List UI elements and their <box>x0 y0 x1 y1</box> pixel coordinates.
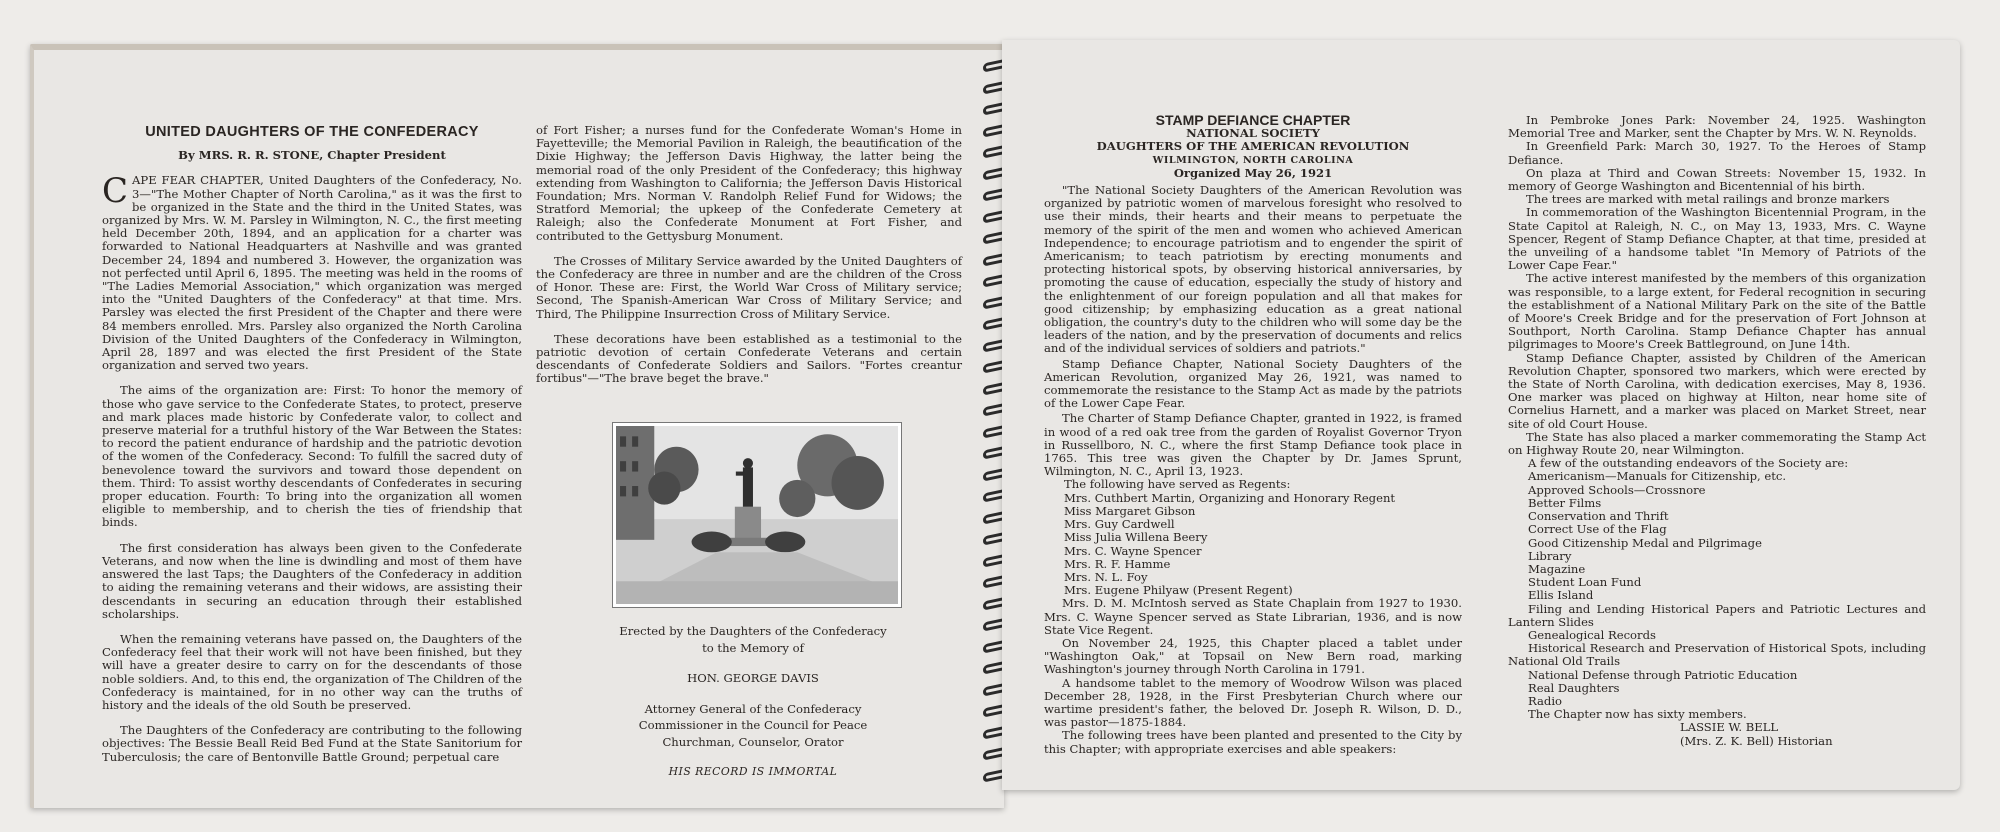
caption-line-4: Attorney General of the Confederacy <box>644 701 862 716</box>
regent-item: Mrs. Eugene Philyaw (Present Regent) <box>1064 583 1293 598</box>
dar-paragraph-1: "The National Society Daughters of the American Revolution was organized by patriotic women of marvelous foresight who resolved to use their minds, their hearts and their means to perpetuate the memory of the spirit of the men and women who achieved American Independence; to encourage patriotism and to engender the spirit of Americanism; to teach patriotism by erecting monuments and protecting historical spots, by observing historical anniversaries, by promoting the cause of education, especially the study of history and the enlightenment of our foreign population and all that makes for good citizenship; by emphasizing education as a great national obligation, the country's duty to the children who will some day be the leaders of the nation, and by the preservation of documents and relics and of the individual services of soldiers and patriots." <box>1044 183 1462 356</box>
endeavor-item: Correct Use of the Flag <box>1528 522 1667 537</box>
dar-paragraph-5: On November 24, 1925, this Chapter placed a tablet under "Washington Oak," at Topsail on New Bern road, marking Washington's journey through North Carolina in 1791. <box>1044 635 1462 677</box>
endeavor-item: Radio <box>1528 693 1563 708</box>
dar-col2-paragraph-6: The active interest manifested by the members of this organization was responsible, to a large extent, for Federal recognition in securing the establishment of a National Military Park on the site of the Battle of Moore's Creek Bridge and for the preservation of Fort Johnson at Southport, North Carolina. Stamp Defiance Chapter has annual pilgrimages to Moore's Creek Battleground, on June 14th. <box>1508 271 1926 352</box>
regent-item: Miss Margaret Gibson <box>1064 503 1196 518</box>
endeavor-item: Better Films <box>1528 495 1602 510</box>
dar-subtitle-2: DAUGHTERS OF THE AMERICAN REVOLUTION <box>1096 139 1410 154</box>
signature-title: (Mrs. Z. K. Bell) Historian <box>1680 733 1833 748</box>
drop-cap: C <box>102 171 129 212</box>
endeavor-item: Good Citizenship Medal and Pilgrimage <box>1528 535 1762 550</box>
dar-paragraph-2: Stamp Defiance Chapter, National Society Daughters of the American Revolution, organized May 26, 1921, was named to commemorate the resistance to the Stamp Act as made by the patriots of the Lower Cape Fear. <box>1044 356 1462 411</box>
caption-line-1: Erected by the Daughters of the Confederacy <box>619 624 887 638</box>
left-column-1 <box>102 126 522 776</box>
right-column-1 <box>1044 114 1462 756</box>
udc-paragraph-3: The first consideration has always been given to the Confederate Veterans, and now when the line is dwindling and most of them have answered the last Taps; the Daughters of the Confederacy in addition to aiding the remaining veterans and their widows, are assisting their descendants in securing an education through their established scholarships. <box>102 540 522 621</box>
udc-col2-paragraph-3: These decorations have been established as a testimonial to the patriotic devotion of certain Confederate Veterans and certain descendants of Confederate Soldiers and Sailors. "Fortes creantur fortibus"—"The brave beget the brave." <box>536 331 962 386</box>
dar-paragraph-3: The Charter of Stamp Defiance Chapter, granted in 1922, is framed in wood of a red oak tree from the garden of Royalist Governor Tryon in Russellboro, N. C., where the first Stamp Defiance took place in 1765. This tree was given the Chapter by Dr. James Sprunt, Wilmington, N. C., April 13, 1923. <box>1044 411 1462 479</box>
caption-line-5: Commissioner in the Council for Peace <box>638 718 868 732</box>
endeavor-item: Magazine <box>1528 561 1586 576</box>
udc-paragraph-4: When the remaining veterans have passed on, the Daughters of the Confederacy feel that their work will not have been finished, but they will have a greater desire to carry on for the descendants of those noble soldiers. And, to this end, the organization of The Children of the Confederacy is maintained, for in no other way can the truths of history and the ideals of the old South be preserved. <box>102 631 522 712</box>
udc-col2-paragraph-2: The Crosses of Military Service awarded by the United Daughters of the Confederacy are three in number and are the children of the Cross of Honor. These are: First, the World War Cross of Military service; Second, The Spanish-American War Cross of Military Service; and Third, The Philippine Insurrection Cross of Military Service. <box>536 253 962 321</box>
left-page <box>30 44 1004 808</box>
monument-caption <box>594 624 912 782</box>
signature-name: LASSIE W. BELL <box>1680 720 1779 735</box>
regent-item: Mrs. N. L. Foy <box>1064 569 1148 584</box>
udc-byline: By MRS. R. R. STONE, Chapter President <box>178 148 446 163</box>
regents-intro: The following have served as Regents: <box>1064 477 1291 492</box>
caption-line-6: Churchman, Counselor, Orator <box>662 734 844 749</box>
dar-paragraph-7: The following trees have been planted and presented to the City by this Chapter; with appropriate exercises and able speakers: <box>1044 728 1462 756</box>
udc-paragraph-1-text: APE FEAR CHAPTER, United Daughters of the Confederacy, No. 3—"The Mother Chapter of North Carolina," as it was the first to be organized in the State and the third in the United States, was organized by Mrs. W. M. Parsley in Wilmington, N. C., the first meeting held December 20th, 1894, and an application for a charter was forwarded to National Headquarters at Nashville and was granted December 24, 1894 and numbered 3. However, the organization was not perfected until April 6, 1895. The meeting was held in the rooms of "The Ladies Memorial Association," which organization was merged into the "United Daughters of the Confederacy" at that time. Mrs. Parsley was elected the first President of the Chapter and there were 84 members enrolled. Mrs. Parsley also organized the North Carolina Division of the United Daughters of the Confederacy in Wilmington, April 28, 1897 and was elected the first President of the State organization and served two years. <box>102 173 522 373</box>
endeavor-item: Library <box>1528 548 1572 563</box>
endeavor-item: Student Loan Fund <box>1528 575 1642 590</box>
udc-title: UNITED DAUGHTERS OF THE CONFEDERACY <box>145 124 479 140</box>
dar-col2-paragraph-5: In commemoration of the Washington Bicentennial Program, in the State Capitol at Raleigh, N. C., on May 13, 1933, Mrs. C. Wayne Spencer, Regent of Stamp Defiance Chapter, at that time, presided at the unveiling of a handsome tablet "In Memory of Patriots of the Lower Cape Fear." <box>1508 205 1926 273</box>
udc-col2-paragraph-1: of Fort Fisher; a nurses fund for the Confederate Woman's Home in Fayetteville; the Memorial Pavilion in Raleigh, the beautification of the Dixie Highway; the Jefferson Davis Highway, the latter being the memorial road of the only President of the Confederacy; this highway extending from Washington to California; the Jefferson Davis Historical Foundation; Mrs. Norman V. Randolph Relief Fund for Widows; the Stratford Memorial; the upkeep of the Confederate Cemetery at Raleigh; also the Confederate Monument at Fort Fisher, and contributed to the Gettysburg Monument. <box>536 123 962 243</box>
caption-name: HON. GEORGE DAVIS <box>687 671 819 685</box>
endeavor-item: Historical Research and Preservation of Historical Spots, including National Old Trails <box>1508 641 1926 669</box>
regent-item: Mrs. Guy Cardwell <box>1064 517 1175 532</box>
dar-location: WILMINGTON, NORTH CAROLINA <box>1152 154 1354 166</box>
monument-photo-image <box>616 426 898 604</box>
dar-col2-paragraph-7: Stamp Defiance Chapter, assisted by Children of the American Revolution Chapter, sponsored two markers, which were erected by the State of North Carolina, with dedication exercises, May 8, 1936. One marker was placed on highway at Hilton, near home site of Cornelius Harnett, and a marker was placed on Market Street, near site of old Court House. <box>1508 350 1926 431</box>
endeavor-item: Conservation and Thrift <box>1528 509 1669 524</box>
udc-paragraph-5: The Daughters of the Confederacy are contributing to the following objectives: The Bessie Beall Reid Bed Fund at the State Sanitorium for Tuberculosis; the care of Bentonville Battle Ground; perpetual care <box>102 723 522 764</box>
right-page <box>1002 40 1960 790</box>
endeavor-item: Genealogical Records <box>1528 627 1656 642</box>
caption-motto: HIS RECORD IS IMMORTAL <box>668 765 838 778</box>
endeavor-item: Ellis Island <box>1528 588 1594 603</box>
endeavors-intro: A few of the outstanding endeavors of the Society are: <box>1528 456 1849 471</box>
dar-col2-paragraph-3: On plaza at Third and Cowan Streets: November 15, 1932. In memory of George Washington and Bicentennial of his birth. <box>1508 165 1926 194</box>
endeavor-item: Americanism—Manuals for Citizenship, etc. <box>1528 469 1787 484</box>
endeavor-item: Approved Schools—Crossnore <box>1528 482 1706 497</box>
caption-line-2: to the Memory of <box>702 640 804 655</box>
members-count: The Chapter now has sixty members. <box>1528 707 1747 722</box>
left-column-2 <box>536 124 962 398</box>
dar-col2-paragraph-8: The State has also placed a marker commemorating the Stamp Act on Highway Route 20, near Wilmington. <box>1508 429 1926 458</box>
udc-paragraph-2: The aims of the organization are: First: To honor the memory of those who gave service to the Confederate States, to protect, preserve and mark places made historic by Confederate valor, to collect and preserve material for a truthful history of the War Between the States: to record the patient endurance of hardship and the patriotic devotion of the women of the Confederacy. Second: To fulfill the sacred duty of benevolence toward the survivors and toward those dependent on them. Third: To assist worthy descendants of Confederates in securing proper education. Fourth: To bring into the organization all women eligible to membership, and to cherish the ties of friendship that binds. <box>102 383 522 530</box>
regent-item: Mrs. C. Wayne Spencer <box>1064 543 1202 558</box>
regent-item: Mrs. Cuthbert Martin, Organizing and Honorary Regent <box>1064 490 1396 505</box>
regent-item: Miss Julia Willena Beery <box>1064 530 1208 545</box>
monument-photo <box>612 422 902 608</box>
dar-subtitle-1: NATIONAL SOCIETY <box>1186 126 1320 141</box>
dar-col2-paragraph-4: The trees are marked with metal railings and bronze markers <box>1526 192 1890 207</box>
endeavor-item: National Defense through Patriotic Education <box>1528 667 1798 682</box>
endeavor-item: Filing and Lending Historical Papers and Patriotic Lectures and Lantern Slides <box>1508 601 1926 629</box>
dar-paragraph-6: A handsome tablet to the memory of Woodrow Wilson was placed December 28, 1928, in the First Presbyterian Church where our wartime president's father, the beloved Dr. Joseph R. Wilson, D. D., was pastor—1875-1884. <box>1044 675 1462 730</box>
dar-title: STAMP DEFIANCE CHAPTER <box>1155 112 1351 128</box>
dar-col2-paragraph-1: In Pembroke Jones Park: November 24, 1925. Washington Memorial Tree and Marker, sent the Chapter by Mrs. W. N. Reynolds. <box>1508 113 1926 141</box>
endeavor-item: Real Daughters <box>1528 680 1620 695</box>
dar-paragraph-4: Mrs. D. M. McIntosh served as State Chaplain from 1927 to 1930. Mrs. C. Wayne Spencer served as State Librarian, 1936, and is now State Vice Regent. <box>1044 596 1462 637</box>
right-column-2 <box>1508 114 1926 748</box>
udc-paragraph-1 <box>102 171 522 373</box>
regent-item: Mrs. R. F. Hamme <box>1064 556 1171 571</box>
dar-organized: Organized May 26, 1921 <box>1173 165 1333 180</box>
dar-col2-paragraph-2: In Greenfield Park: March 30, 1927. To the Heroes of Stamp Defiance. <box>1508 139 1926 167</box>
